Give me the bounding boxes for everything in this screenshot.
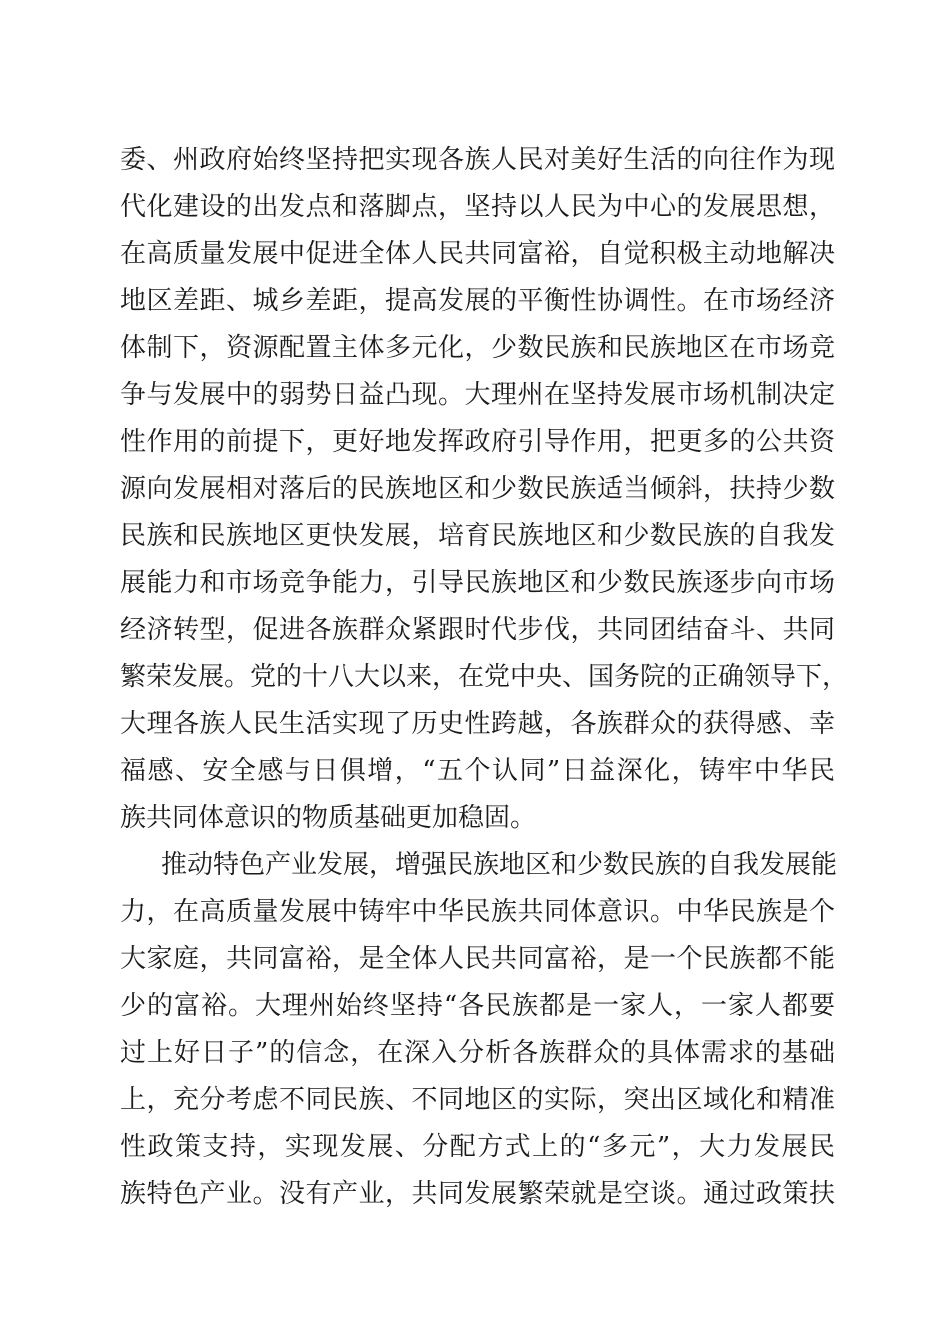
text-line: 源向发展相对落后的民族地区和少数民族适当倾斜，扶持少数 [120, 474, 835, 504]
text-line: 体制下，资源配置主体多元化，少数民族和民族地区在市场竞 [120, 333, 835, 363]
text-line: 少的富裕。大理州始终坚持“各民族都是一家人，一家人都要 [120, 991, 835, 1021]
text-line: 经济转型，促进各族群众紧跟时代步伐，共同团结奋斗、共同 [120, 615, 835, 645]
text-line: 性作用的前提下，更好地发挥政府引导作用，把更多的公共资 [120, 427, 835, 457]
text-line: 展能力和市场竞争能力，引导民族地区和少数民族逐步向市场 [120, 568, 835, 598]
text-line: 福感、安全感与日俱增，“五个认同”日益深化，铸牢中华民 [120, 756, 835, 786]
text-line: 推动特色产业发展，增强民族地区和少数民族的自我发展能 [161, 850, 838, 880]
text-line: 争与发展中的弱势日益凸现。大理州在坚持发展市场机制决定 [120, 380, 835, 410]
text-line: 大家庭，共同富裕，是全体人民共同富裕，是一个民族都不能 [120, 944, 835, 974]
text-line: 民族和民族地区更快发展，培育民族地区和少数民族的自我发 [120, 521, 835, 551]
text-line: 上，充分考虑不同民族、不同地区的实际，突出区域化和精准 [120, 1085, 835, 1115]
text-line: 大理各族人民生活实现了历史性跨越，各族群众的获得感、幸 [120, 709, 835, 739]
text-line: 地区差距、城乡差距，提高发展的平衡性协调性。在市场经济 [120, 286, 835, 316]
text-line: 繁荣发展。党的十八大以来，在党中央、国务院的正确领导下， [120, 662, 849, 692]
text-line: 性政策支持，实现发展、分配方式上的“多元”，大力发展民 [120, 1132, 835, 1162]
text-line: 在高质量发展中促进全体人民共同富裕，自觉积极主动地解决 [120, 239, 835, 269]
text-line: 族共同体意识的物质基础更加稳固。 [120, 803, 537, 833]
text-line: 过上好日子”的信念，在深入分析各族群众的具体需求的基础 [120, 1038, 835, 1068]
text-line: 委、州政府始终坚持把实现各族人民对美好生活的向往作为现 [120, 145, 835, 175]
text-line: 族特色产业。没有产业，共同发展繁荣就是空谈。通过政策扶 [120, 1179, 835, 1209]
text-line: 代化建设的出发点和落脚点，坚持以人民为中心的发展思想， [120, 192, 835, 222]
text-line: 力，在高质量发展中铸牢中华民族共同体意识。中华民族是个 [120, 897, 835, 927]
